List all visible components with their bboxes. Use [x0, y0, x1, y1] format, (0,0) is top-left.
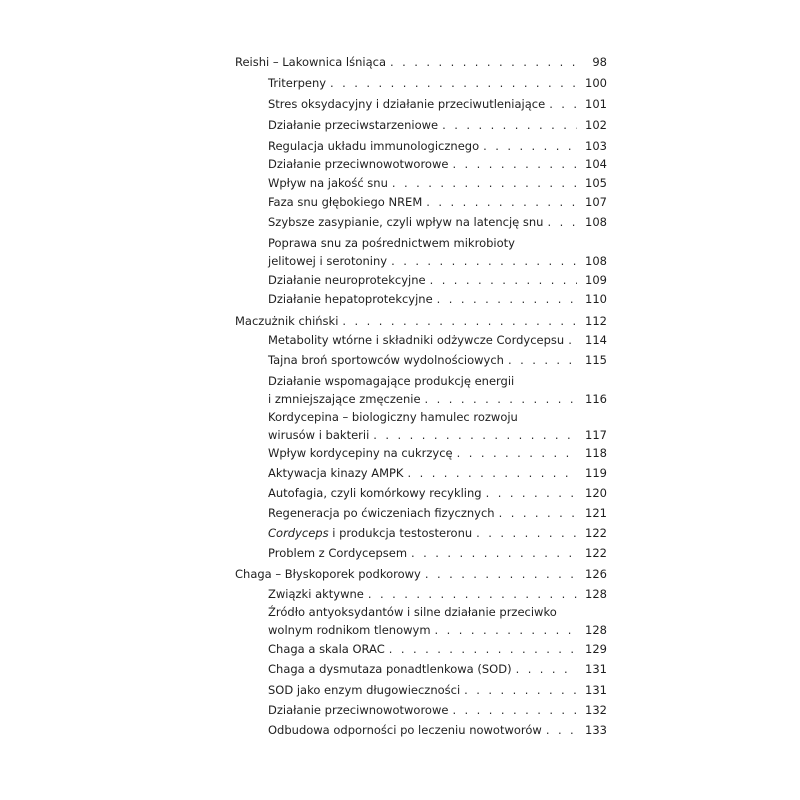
toc-entry	[268, 525, 607, 543]
toc-page-number: 128	[585, 587, 607, 601]
toc-page-number: 107	[585, 195, 607, 209]
toc-page-number: 119	[585, 466, 607, 480]
toc-leader-dots	[483, 138, 577, 156]
toc-page-number: 101	[585, 97, 607, 111]
toc-leader-dots	[390, 54, 584, 72]
toc-page-number: 129	[585, 642, 607, 656]
toc-leader-dots	[516, 661, 577, 679]
toc-entry	[268, 175, 607, 193]
toc-entry	[268, 138, 607, 156]
toc-entry-title: wolnym rodnikom tlenowym	[268, 622, 431, 637]
toc-entry-title: Wpływ na jakość snu	[268, 176, 388, 190]
toc-entry-title: Działanie przeciwstarzeniowe	[268, 118, 439, 132]
toc-leader-dots	[342, 313, 577, 331]
toc-entry	[268, 641, 607, 659]
toc-entry-title-line1: Kordycepina – biologiczny hamulec rozwoju	[268, 410, 518, 424]
toc-leader-dots	[499, 505, 577, 523]
toc-entry	[268, 445, 607, 463]
toc-leader-dots	[457, 445, 577, 463]
toc-page-number: 122	[585, 526, 607, 540]
toc-entry-title: Regeneracja po ćwiczeniach fizycznych	[268, 506, 495, 520]
toc-leader-dots	[452, 702, 577, 720]
toc-entry	[268, 75, 607, 93]
toc-page-number: 132	[585, 703, 607, 717]
toc-page-number: 116	[585, 391, 607, 406]
toc-page-number: 98	[592, 55, 607, 69]
toc-entry-multiline	[268, 235, 607, 270]
toc-entry-title: Autofagia, czyli komórkowy recykling	[268, 486, 482, 500]
toc-page-number: 112	[585, 314, 607, 328]
toc-page-number: 108	[585, 253, 607, 268]
toc-entry-chapter	[235, 54, 607, 72]
toc-entry-title-line1: Działanie wspomagające produkcję energii	[268, 374, 515, 388]
toc-entry-title: Działanie przeciwnowotworowe	[268, 157, 449, 171]
toc-page-number: 121	[585, 506, 607, 520]
toc-page-number: 131	[585, 683, 607, 697]
toc-entry-title-line1: Źródło antyoksydantów i silne działanie przeciwko	[268, 605, 557, 619]
toc-entry-title: Szybsze zasypianie, czyli wpływ na latencję snu	[268, 215, 544, 229]
toc-entry-title: Wpływ kordycepiny na cukrzycę	[268, 446, 453, 460]
toc-leader-dots	[391, 253, 577, 271]
toc-leader-dots	[373, 427, 577, 445]
toc-entry	[268, 505, 607, 523]
toc-entry	[268, 661, 607, 679]
toc-entry	[268, 465, 607, 483]
toc-entry-title: i zmniejszające zmęczenie	[268, 391, 421, 406]
toc-entry-title: Reishi – Lakownica lśniąca	[235, 55, 387, 69]
toc-entry-multiline	[268, 604, 607, 639]
toc-page-number: 104	[585, 157, 607, 171]
toc-page-number: 128	[585, 622, 607, 637]
toc-entry	[268, 545, 607, 563]
toc-page-number: 108	[585, 215, 607, 229]
toc-leader-dots	[425, 566, 577, 584]
toc-entry-title: Stres oksydacyjny i działanie przeciwutleniające	[268, 97, 546, 111]
toc-page-number: 100	[585, 76, 607, 90]
toc-leader-dots	[486, 485, 577, 503]
toc-page-number: 122	[585, 546, 607, 560]
toc-entry-title: Aktywacja kinazy AMPK	[268, 466, 404, 480]
toc-entry-multiline	[268, 373, 607, 408]
toc-leader-dots	[549, 96, 577, 114]
toc-page-number: 103	[585, 139, 607, 153]
toc-page-number: 102	[585, 118, 607, 132]
toc-leader-dots	[426, 194, 577, 212]
toc-page-number: 110	[585, 292, 607, 306]
toc-entry	[268, 117, 607, 135]
toc-leader-dots	[547, 214, 577, 232]
toc-leader-dots	[425, 391, 578, 409]
toc-entry-title: Regulacja układu immunologicznego	[268, 139, 480, 153]
toc-leader-dots	[435, 622, 578, 640]
toc-entry-title: wirusów i bakterii	[268, 427, 370, 442]
toc-entry-title: Chaga a skala ORAC	[268, 642, 385, 656]
toc-entry	[268, 156, 607, 174]
toc-entry	[268, 722, 607, 740]
toc-leader-dots	[464, 682, 577, 700]
toc-entry-title: Chaga – Błyskoporek podkorowy	[235, 567, 421, 581]
toc-entry-title: Metabolity wtórne i składniki odżywcze Cordycepsu	[268, 333, 565, 347]
toc-entry-chapter	[235, 313, 607, 331]
toc-entry-title: Działanie hepatoprotekcyjne	[268, 292, 433, 306]
toc-entry-title: Związki aktywne	[268, 587, 364, 601]
toc-entry	[268, 682, 607, 700]
toc-entry-title: Maczużnik chiński	[235, 314, 339, 328]
toc-entry-title: Chaga a dysmutaza ponadtlenkowa (SOD)	[268, 662, 512, 676]
toc-page-number: 109	[585, 273, 607, 287]
toc-leader-dots	[476, 525, 577, 543]
toc-entry-title: Działanie przeciwnowotworowe	[268, 703, 449, 717]
toc-entry	[268, 194, 607, 212]
toc-leader-dots	[330, 75, 577, 93]
toc-entry	[268, 96, 607, 114]
toc-entry-title-italic: Cordyceps	[268, 526, 329, 540]
toc-entry	[268, 214, 607, 232]
toc-entry	[268, 485, 607, 503]
toc-entry-title: jelitowej i serotoniny	[268, 253, 388, 268]
toc-leader-dots	[437, 291, 577, 309]
toc-entry-title: Faza snu głębokiego NREM	[268, 195, 423, 209]
toc-entry	[268, 702, 607, 720]
toc-entry-chapter	[235, 566, 607, 584]
toc-leader-dots	[546, 722, 577, 740]
toc-leader-dots	[389, 641, 577, 659]
toc-page-number: 118	[585, 446, 607, 460]
toc-page-number: 133	[585, 723, 607, 737]
toc-leader-dots	[392, 175, 577, 193]
toc-page-number: 131	[585, 662, 607, 676]
toc-entry-title: i produkcja testosteronu	[328, 526, 473, 540]
toc-entry-title: Odbudowa odporności po leczeniu nowotworów	[268, 723, 542, 737]
toc-page-number: 114	[585, 333, 607, 347]
toc-entry-multiline	[268, 409, 607, 444]
toc-entry	[268, 291, 607, 309]
toc-leader-dots	[430, 272, 577, 290]
toc-entry-title: Problem z Cordycepsem	[268, 546, 408, 560]
toc-leader-dots	[568, 332, 577, 350]
toc-leader-dots	[442, 117, 577, 135]
toc-entry	[268, 586, 607, 604]
toc-entry	[268, 352, 607, 370]
toc-page-number: 126	[585, 567, 607, 581]
toc-entry-title: SOD jako enzym długowieczności	[268, 683, 461, 697]
toc-page-number: 115	[585, 353, 607, 367]
toc-entry-title: Działanie neuroprotekcyjne	[268, 273, 426, 287]
toc-leader-dots	[368, 586, 577, 604]
toc-entry-title: Tajna broń sportowców wydolnościowych	[268, 353, 504, 367]
toc-leader-dots	[508, 352, 577, 370]
toc-entry	[268, 332, 607, 350]
toc-entry	[268, 272, 607, 290]
toc-page-number: 117	[585, 427, 607, 442]
toc-leader-dots	[407, 465, 577, 483]
toc-page-number: 120	[585, 486, 607, 500]
toc-entry-title-line1: Poprawa snu za pośrednictwem mikrobioty	[268, 236, 515, 250]
toc-entry-title: Triterpeny	[268, 76, 327, 90]
toc-leader-dots	[452, 156, 577, 174]
toc-leader-dots	[411, 545, 577, 563]
toc-page-number: 105	[585, 176, 607, 190]
